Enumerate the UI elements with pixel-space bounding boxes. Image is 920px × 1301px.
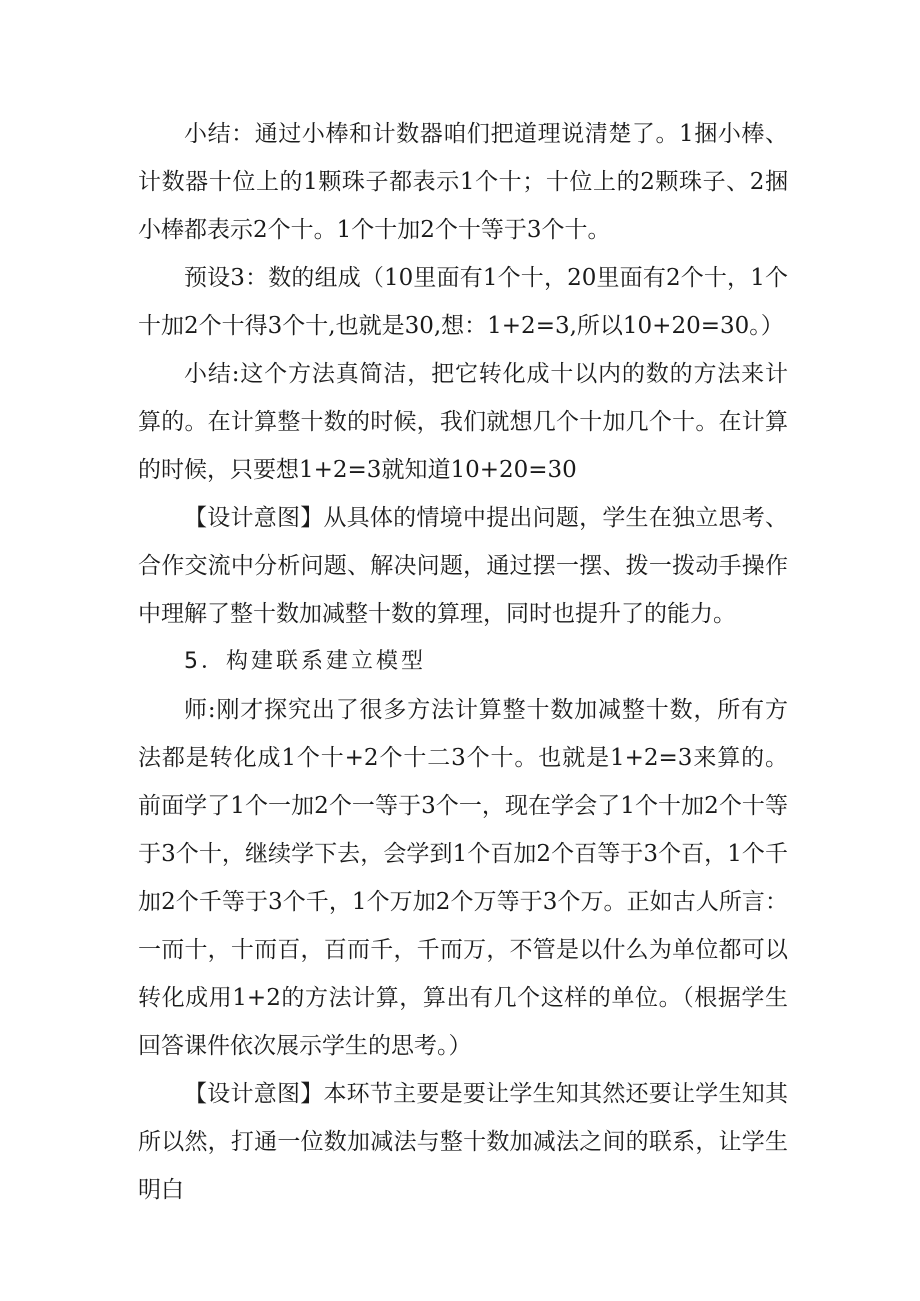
document-body <box>138 110 788 1214</box>
summary-paragraph-2: 小结:这个方法真简洁，把它转化成十以内的数的方法来计算的。在计算整十数的时候，我们就想几个十加几个十。在计算的时候，只要想1+2=3就知道10+20=30 <box>138 361 788 483</box>
design-intent-paragraph-2: 【设计意图】本环节主要是要让学生知其然还要让学生知其所以然，打通一位数加减法与整十数加减法之间的联系，让学生明白 <box>138 1081 788 1203</box>
design-intent-paragraph-1: 【设计意图】从具体的情境中提出问题，学生在独立思考、合作交流中分析问题、解决问题，通过摆一摆、拨一拨动手操作中理解了整十数加减整十数的算理，同时也提升了的能力。 <box>138 505 788 627</box>
teacher-paragraph: 师:刚才探究出了很多方法计算整十数加减整十数，所有方法都是转化成1个十+2个十二3个十。也就是1+2=3来算的。前面学了1个一加2个一等于3个一，现在学会了1个十加2个十等于3个十，继续学下去，会学到1个百加2个百等于3个百，1个千加2个千等于3个千，1个万加2个万等于3个万。正如古人所言：一而十，十而百，百而千，千而万，不管是以什么为单位都可以转化成用1+2的方法计算，算出有几个这样的单位。（根据学生回答课件依次展示学生的思考。） <box>138 697 788 1059</box>
section-heading: 5．构建联系建立模型 <box>184 649 426 674</box>
summary-paragraph-1: 小结：通过小棒和计数器咱们把道理说清楚了。1捆小棒、计数器十位上的1颗珠子都表示1个十；十位上的2颗珠子、2捆小棒都表示2个十。1个十加2个十等于3个十。 <box>138 121 788 243</box>
preset-3-paragraph: 预设3：数的组成（10里面有1个十，20里面有2个十，1个十加2个十得3个十,也就是30,想：1+2=3,所以10+20=30。） <box>138 265 788 339</box>
